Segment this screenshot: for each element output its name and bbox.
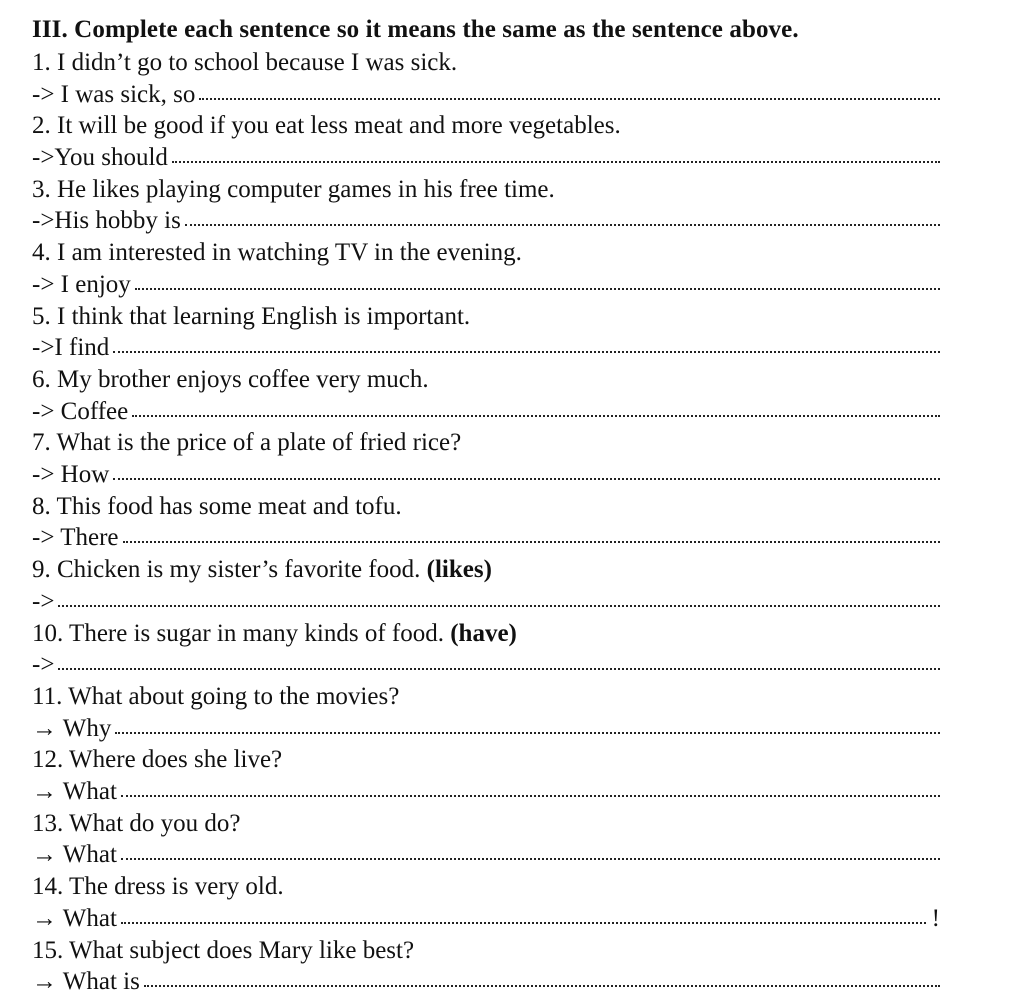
answer-blank[interactable] bbox=[113, 347, 940, 353]
exercise-heading: III. Complete each sentence so it means the same as the sentence above. bbox=[32, 16, 799, 43]
answer-line bbox=[32, 396, 940, 428]
question-sentence bbox=[32, 364, 429, 396]
question-sentence bbox=[32, 110, 621, 142]
answer-line bbox=[32, 459, 940, 491]
answer-line bbox=[32, 79, 940, 111]
sentence-text: 9. Chicken is my sister’s favorite food. bbox=[32, 556, 421, 583]
answer-line bbox=[32, 269, 940, 301]
answer-blank[interactable] bbox=[121, 918, 926, 924]
answer-prompt: → What bbox=[32, 905, 117, 932]
question-sentence bbox=[32, 871, 284, 903]
answer-tail: ! bbox=[931, 905, 940, 932]
question-sentence bbox=[32, 554, 492, 586]
sentence-text: 10. There is sugar in many kinds of food. bbox=[32, 620, 444, 647]
sentence-text: 13. What do you do? bbox=[32, 810, 241, 837]
answer-line bbox=[32, 205, 940, 237]
answer-prompt: -> I enjoy bbox=[32, 271, 131, 298]
answer-prompt: ->You should bbox=[32, 144, 168, 171]
answer-prompt: → What bbox=[32, 778, 117, 805]
sentence-text: 8. This food has some meat and tofu. bbox=[32, 493, 402, 520]
answer-line bbox=[32, 903, 940, 935]
answer-blank[interactable] bbox=[121, 791, 940, 797]
answer-blank[interactable] bbox=[58, 601, 940, 607]
answer-prompt: -> Coffee bbox=[32, 398, 129, 425]
question-sentence bbox=[32, 174, 555, 206]
answer-blank[interactable] bbox=[121, 854, 940, 860]
question-sentence bbox=[32, 301, 470, 333]
answer-prompt: → What bbox=[32, 841, 117, 868]
question-sentence bbox=[32, 744, 282, 776]
answer-line bbox=[32, 142, 940, 174]
sentence-text: 4. I am interested in watching TV in the evening. bbox=[32, 239, 522, 266]
question-sentence bbox=[32, 808, 241, 840]
answer-line bbox=[32, 649, 940, 681]
question-sentence bbox=[32, 237, 522, 269]
answer-blank[interactable] bbox=[144, 981, 940, 987]
answer-prompt: -> There bbox=[32, 524, 119, 551]
question-sentence bbox=[32, 47, 457, 79]
answer-blank[interactable] bbox=[123, 537, 940, 543]
answer-blank[interactable] bbox=[199, 94, 940, 100]
sentence-text: 1. I didn’t go to school because I was sick. bbox=[32, 49, 458, 76]
answer-line bbox=[32, 332, 940, 364]
answer-prompt: ->I find bbox=[32, 334, 110, 361]
answer-line bbox=[32, 966, 940, 998]
answer-prompt: -> I was sick, so bbox=[32, 81, 196, 108]
sentence-text: 2. It will be good if you eat less meat and more vegetables. bbox=[32, 112, 621, 139]
question-sentence bbox=[32, 681, 399, 713]
answer-prompt: -> bbox=[32, 651, 55, 678]
question-sentence bbox=[32, 618, 517, 650]
answer-prompt: → Why bbox=[32, 715, 112, 742]
answer-line bbox=[32, 522, 940, 554]
answer-blank[interactable] bbox=[115, 728, 940, 734]
answer-line bbox=[32, 839, 940, 871]
answer-blank[interactable] bbox=[185, 220, 940, 226]
answer-blank[interactable] bbox=[58, 664, 940, 670]
answer-blank[interactable] bbox=[132, 411, 940, 417]
sentence-text: 5. I think that learning English is important. bbox=[32, 303, 471, 330]
answer-prompt: → What is bbox=[32, 968, 140, 995]
answer-line bbox=[32, 776, 940, 808]
answer-line bbox=[32, 713, 940, 745]
sentence-text: 12. Where does she live? bbox=[32, 746, 283, 773]
question-sentence bbox=[32, 935, 414, 967]
answer-prompt: ->His hobby is bbox=[32, 207, 181, 234]
sentence-text: 11. What about going to the movies? bbox=[32, 683, 400, 710]
sentence-text: 6. My brother enjoys coffee very much. bbox=[32, 366, 429, 393]
question-sentence bbox=[32, 427, 461, 459]
answer-prompt: -> bbox=[32, 588, 55, 615]
keyword-hint: (likes) bbox=[426, 556, 492, 583]
sentence-text: 7. What is the price of a plate of fried rice? bbox=[32, 429, 462, 456]
answer-prompt: -> How bbox=[32, 461, 110, 488]
answer-blank[interactable] bbox=[135, 284, 940, 290]
question-sentence bbox=[32, 491, 402, 523]
answer-blank[interactable] bbox=[113, 474, 940, 480]
sentence-text: 15. What subject does Mary like best? bbox=[32, 937, 415, 964]
answer-blank[interactable] bbox=[172, 157, 940, 163]
answer-line bbox=[32, 586, 940, 618]
keyword-hint: (have) bbox=[450, 620, 517, 647]
sentence-text: 14. The dress is very old. bbox=[32, 873, 284, 900]
sentence-text: 3. He likes playing computer games in his free time. bbox=[32, 176, 555, 203]
